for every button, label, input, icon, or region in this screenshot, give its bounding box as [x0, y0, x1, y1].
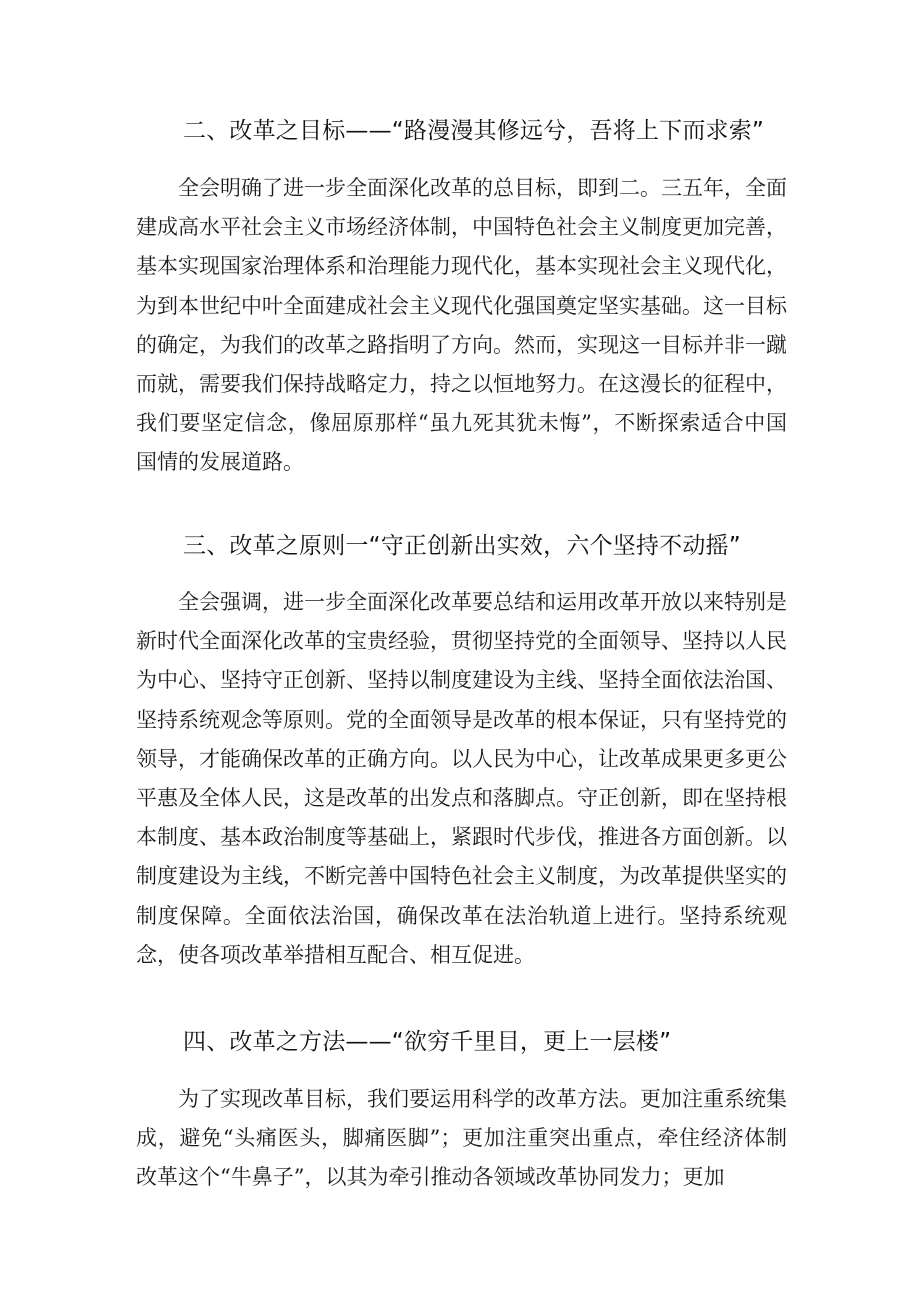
- section-paragraph-principles: 全会强调，进一步全面深化改革要总结和运用改革开放以来特别是新时代全面深化改革的宝贵经验，贯彻坚持党的全面领导、坚持以人民为中心、坚持守正创新、坚持以制度建设为主线、坚持全面依法治国、坚持系统观念等原则。党的全面领导是改革的根本保证，只有坚持党的领导，才能确保改革的正确方向。以人民为中心，让改革成果更多更公平惠及全体人民，这是改革的出发点和落脚点。守正创新，即在坚持根本制度、基本政治制度等基础上，紧跟时代步伐，推进各方面创新。以制度建设为主线，不断完善中国特色社会主义制度，为改革提供坚实的制度保障。全面依法治国，确保改革在法治轨道上进行。坚持系统观念，使各项改革举措相互配合、相互促进。: [136, 590, 787, 967]
- section-heading-methods: 四、改革之方法——“欲穷千里目，更上一层楼”: [183, 1029, 672, 1055]
- section-paragraph-goal: 全会明确了进一步全面深化改革的总目标，即到二。三五年，全面建成高水平社会主义市场经济体制，中国特色社会主义制度更加完善，基本实现国家治理体系和治理能力现代化，基本实现社会主义现代化，为到本世纪中叶全面建成社会主义现代化强国奠定坚实基础。这一目标的确定，为我们的改革之路指明了方向。然而，实现这一目标并非一蹴而就，需要我们保持战略定力，持之以恒地努力。在这漫长的征程中，我们要坚定信念，像屈原那样“虽九死其犹未悔”，不断探索适合中国国情的发展道路。: [136, 176, 787, 475]
- section-heading-goal: 二、改革之目标——“路漫漫其修远兮，吾将上下而求索”: [183, 118, 765, 144]
- section-heading-principles: 三、改革之原则一“守正创新出实效，六个坚持不动摇”: [183, 533, 741, 559]
- section-paragraph-methods: 为了实现改革目标，我们要运用科学的改革方法。更加注重系统集成，避免“头痛医头，脚痛医脚”；更加注重突出重点，牵住经济体制改革这个“牛鼻子”，以其为牵引推动各领域改革协同发力；更加: [136, 1087, 787, 1190]
